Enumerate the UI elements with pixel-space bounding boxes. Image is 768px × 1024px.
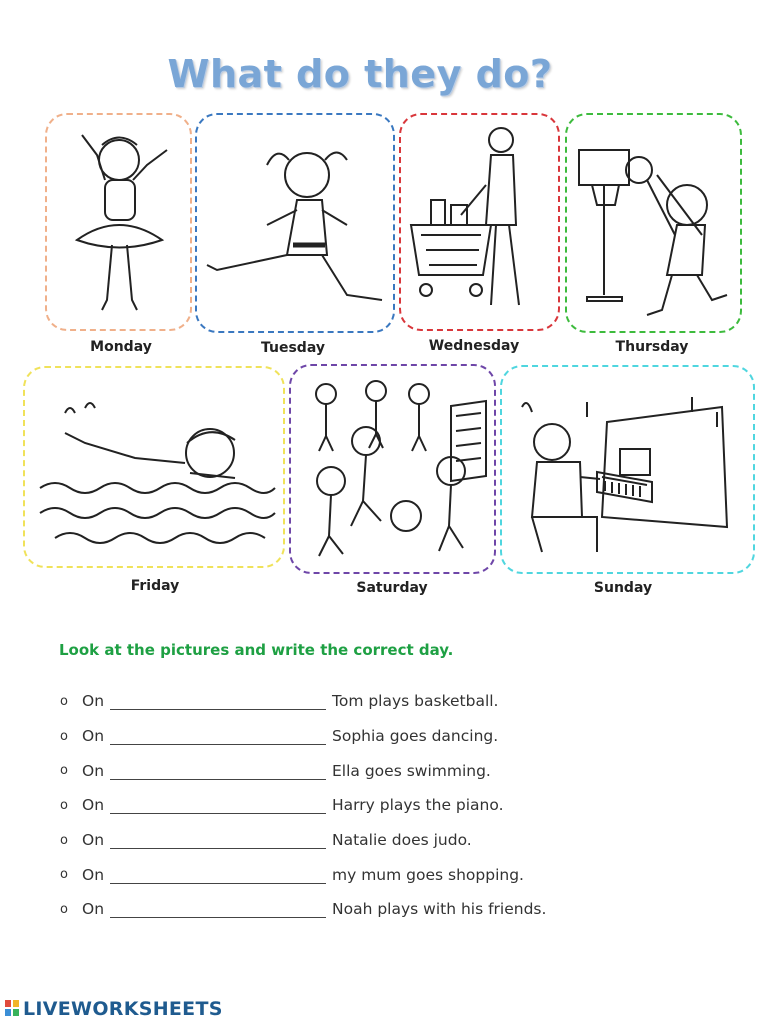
bullet: o [60, 728, 68, 744]
on-word: On [82, 692, 105, 711]
bullet: o [60, 867, 68, 883]
piano-boy-icon [502, 367, 753, 572]
answer-blank[interactable] [110, 762, 326, 780]
answer-blank[interactable] [110, 727, 326, 745]
day-label-thursday: Thursday [615, 339, 689, 355]
instruction-text: Look at the pictures and write the correct day. [59, 641, 454, 659]
day-label-monday: Monday [90, 339, 152, 355]
list-item [60, 857, 546, 892]
sentence-text: Ella goes swimming. [332, 761, 491, 780]
bullet: o [60, 797, 68, 813]
bullet: o [60, 901, 68, 917]
football-kids-icon [291, 366, 494, 572]
list-item [60, 684, 546, 719]
picture-card-tuesday [195, 113, 395, 333]
sentence-text: Sophia goes dancing. [332, 727, 499, 746]
sentence-text: Harry plays the piano. [332, 796, 504, 815]
sentence-text: Noah plays with his friends. [332, 900, 547, 919]
answer-blank[interactable] [110, 831, 326, 849]
list-item [60, 788, 546, 823]
list-item [60, 719, 546, 754]
exercise-list [60, 684, 546, 927]
sentence-text: my mum goes shopping. [332, 865, 524, 884]
on-word: On [82, 865, 105, 884]
list-item [60, 892, 546, 927]
list-item [60, 753, 546, 788]
day-label-tuesday: Tuesday [261, 340, 325, 356]
sentence-text: Tom plays basketball. [332, 692, 499, 711]
picture-card-saturday [289, 364, 496, 574]
list-item [60, 823, 546, 858]
bullet: o [60, 763, 68, 779]
day-label-wednesday: Wednesday [428, 338, 520, 354]
picture-card-monday [45, 113, 192, 331]
on-word: On [82, 761, 105, 780]
answer-blank[interactable] [110, 900, 326, 918]
on-word: On [82, 796, 105, 815]
ballet-dancer-icon [47, 115, 190, 329]
day-label-sunday: Sunday [593, 580, 653, 596]
swimmer-icon [25, 368, 283, 566]
answer-blank[interactable] [110, 866, 326, 884]
day-label-friday: Friday [130, 578, 180, 594]
on-word: On [82, 900, 105, 919]
on-word: On [82, 831, 105, 850]
answer-blank[interactable] [110, 796, 326, 814]
picture-card-wednesday [399, 113, 560, 331]
bullet: o [60, 832, 68, 848]
judo-girl-icon [197, 115, 393, 331]
sentence-text: Natalie does judo. [332, 831, 472, 850]
liveworksheets-logo-icon [4, 999, 20, 1019]
picture-card-sunday [500, 365, 755, 574]
picture-card-friday [23, 366, 285, 568]
liveworksheets-logo[interactable] [4, 998, 223, 1020]
bullet: o [60, 693, 68, 709]
picture-card-thursday [565, 113, 742, 333]
day-label-saturday: Saturday [356, 580, 428, 596]
shopping-woman-icon [401, 115, 558, 329]
on-word: On [82, 727, 105, 746]
page-title: What do they do? [167, 52, 553, 96]
footer-brand-text: LIVEWORKSHEETS [23, 998, 223, 1020]
answer-blank[interactable] [110, 692, 326, 710]
basketball-boy-icon [567, 115, 740, 331]
